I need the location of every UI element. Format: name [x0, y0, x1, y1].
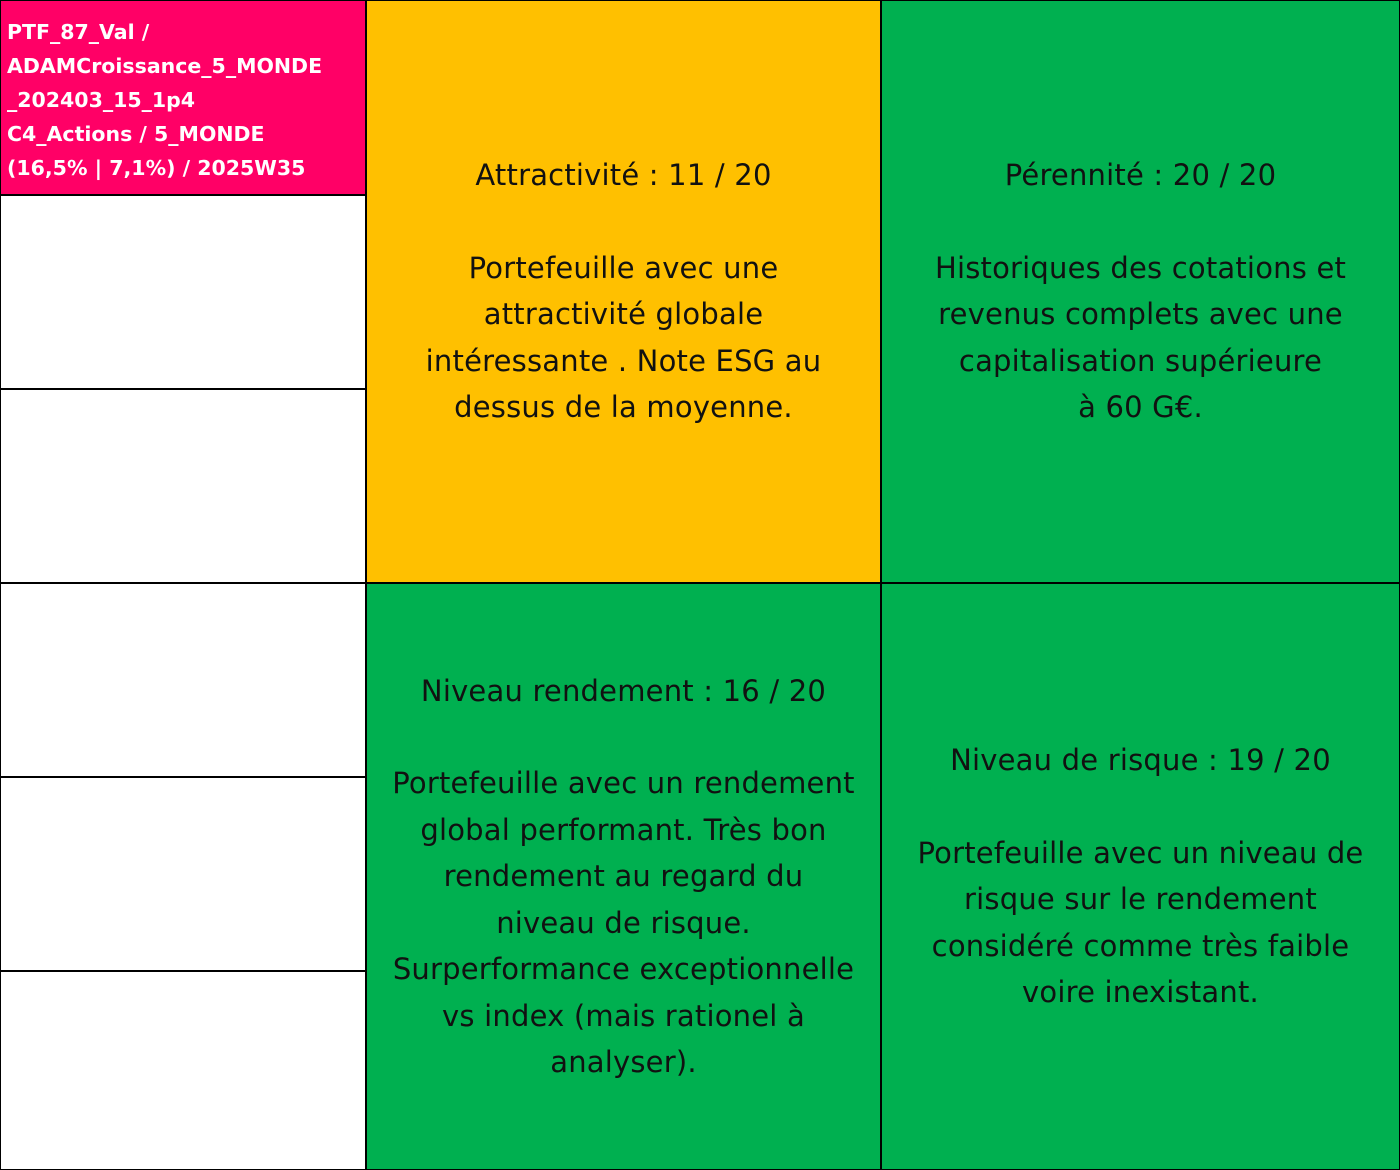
description-line: analyser). — [550, 1045, 697, 1079]
description-line: rendement au regard du — [443, 859, 804, 893]
rendement-description — [369, 760, 879, 1086]
empty-cell — [0, 971, 366, 1170]
description-line: Portefeuille avec un niveau de — [917, 835, 1364, 870]
perennite-description — [911, 245, 1371, 431]
description-line: risque sur le rendement — [964, 882, 1317, 917]
description-line: dessus de la moyenne. — [454, 390, 793, 425]
portfolio-line: (16,5% | 7,1%) / 2025W35 — [7, 156, 306, 180]
description-line: Surperformance exceptionnelle — [392, 952, 855, 986]
description-line: Historiques des cotations et — [934, 250, 1347, 285]
empty-cell — [0, 195, 366, 389]
description-line: revenus complets avec une — [938, 297, 1343, 332]
portfolio-line: ADAMCroissance_5_MONDE — [7, 54, 323, 78]
perennite-panel — [881, 0, 1400, 583]
attractivite-panel — [366, 0, 881, 583]
portfolio-header-cell — [0, 0, 366, 195]
description-line: considéré comme très faible — [931, 928, 1350, 963]
empty-cell — [0, 777, 366, 971]
description-line: attractivité globale — [483, 297, 764, 332]
description-line: Portefeuille avec un rendement — [392, 766, 855, 800]
description-line: Portefeuille avec une — [468, 250, 779, 285]
portfolio-line: PTF_87_Val / — [7, 20, 150, 44]
perennite-score: Pérennité : 20 / 20 — [1004, 158, 1277, 193]
risque-panel — [881, 583, 1400, 1170]
description-line: niveau de risque. — [496, 905, 751, 940]
attractivite-description — [404, 245, 844, 431]
empty-cell — [0, 389, 366, 583]
description-line: global performant. Très bon — [420, 812, 827, 847]
description-line: vs index (mais rationel à — [442, 998, 805, 1033]
description-line: à 60 G€. — [1078, 390, 1203, 425]
description-line: capitalisation supérieure — [958, 343, 1323, 378]
description-line: voire inexistant. — [1022, 975, 1259, 1010]
description-line: intéressante . Note ESG au — [425, 343, 822, 378]
rendement-score: Niveau rendement : 16 / 20 — [420, 673, 827, 708]
empty-cell — [0, 583, 366, 777]
portfolio-line: C4_Actions / 5_MONDE — [7, 122, 265, 146]
risque-score: Niveau de risque : 19 / 20 — [950, 743, 1331, 778]
risque-description — [896, 830, 1386, 1016]
rendement-panel — [366, 583, 881, 1170]
attractivite-score: Attractivité : 11 / 20 — [475, 158, 772, 193]
portfolio-line: _202403_15_1p4 — [7, 88, 196, 112]
